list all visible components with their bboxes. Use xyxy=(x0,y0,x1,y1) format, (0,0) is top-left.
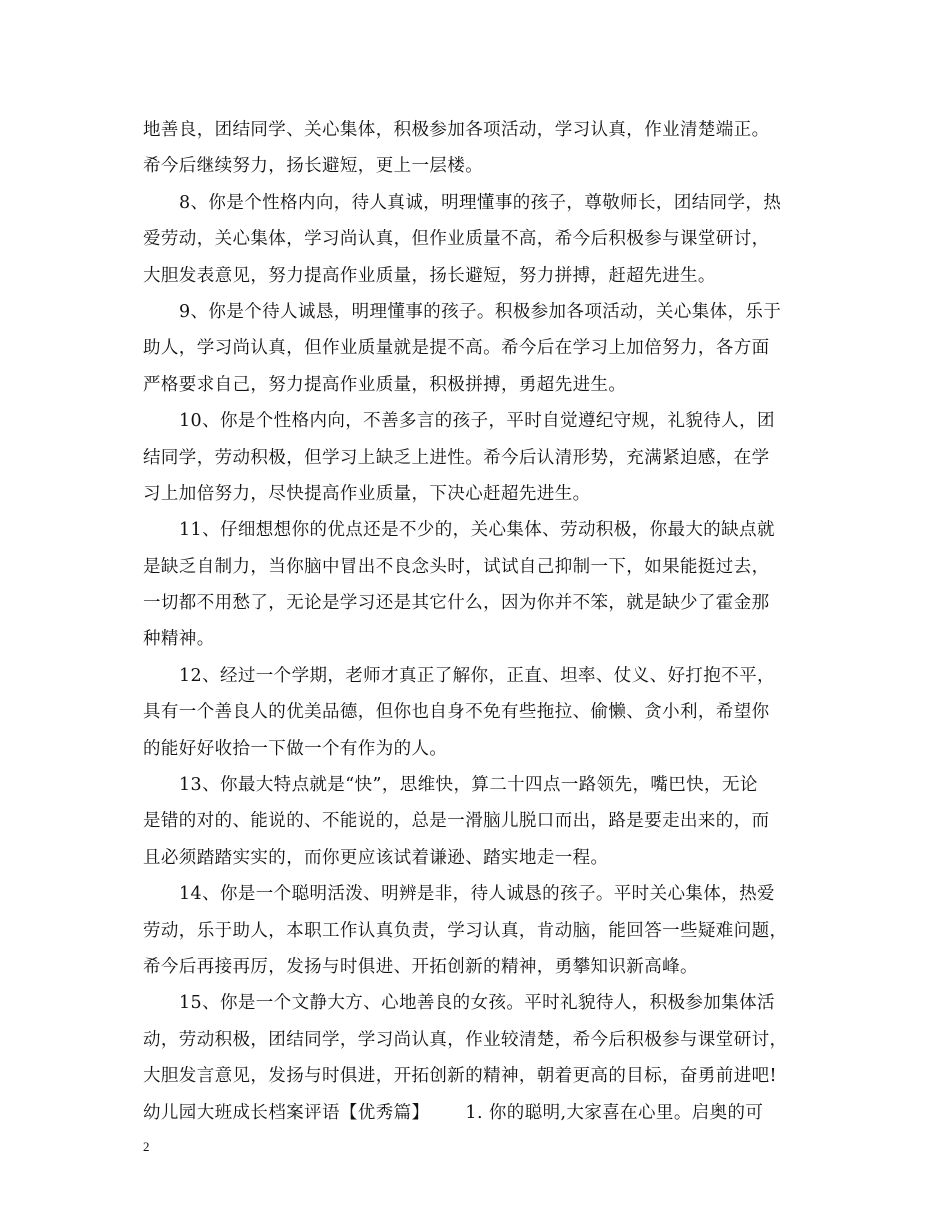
text-line: 且必须踏踏实实的，而你更应该试着谦逊、踏实地走一程。 xyxy=(143,847,609,868)
text-line: 助人，学习尚认真，但作业质量就是提不高。希今后在学习上加倍努力，各方面 xyxy=(143,338,770,359)
text-line: 10、你是个性格内向，不善多言的孩子，平时自觉遵纪守规，礼貌待人，团 xyxy=(179,411,775,432)
text-line: 14、你是一个聪明活泼、明辨是非，待人诚恳的孩子。平时关心集体，热爱 xyxy=(179,884,775,905)
text-line: 的能好好收拾一下做一个有作为的人。 xyxy=(143,738,448,759)
text-line: 结同学，劳动积极，但学习上缺乏上进性。希今后认清形势，充满紧迫感，在学 xyxy=(143,447,770,468)
text-line: 13、你最大特点就是“快”，思维快，算二十四点一路领先，嘴巴快，无论 xyxy=(179,775,758,796)
text-line: 习上加倍努力，尽快提高作业质量，下决心赶超先进生。 xyxy=(143,483,591,504)
text-line: 9、你是个待人诚恳，明理懂事的孩子。积极参加各项活动，关心集体，乐于 xyxy=(179,301,782,322)
text-line: 种精神。 xyxy=(143,629,215,650)
text-line: 动，劳动积极，团结同学，学习尚认真，作业较清楚，希今后积极参与课堂研讨， xyxy=(143,1029,788,1050)
text-line: 11、仔细想想你的优点还是不少的，关心集体、劳动积极，你最大的缺点就 xyxy=(179,520,775,541)
text-line: 地善良，团结同学、关心集体，积极参加各项活动，学习认真，作业清楚端正。 xyxy=(143,120,770,140)
text-line: 8、你是个性格内向，待人真诚，明理懂事的孩子，尊敬师长，团结同学，热 xyxy=(179,192,782,213)
text-line: 具有一个善良人的优美品德，但你也自身不免有些拖拉、偷懒、贪小利，希望你 xyxy=(143,702,770,723)
text-line: 严格要求自己，努力提高作业质量，积极拼搏，勇超先进生。 xyxy=(143,374,627,395)
text-line: 一切都不用愁了，无论是学习还是其它什么，因为你并不笨，就是缺少了霍金那 xyxy=(143,593,770,614)
text-line: 希今后再接再厉，发扬与时俱进、开拓创新的精神，勇攀知识新高峰。 xyxy=(143,956,698,977)
page-number: 2 xyxy=(143,1139,150,1154)
text-line: 爱劳动，关心集体，学习尚认真，但作业质量不高，希今后积极参与课堂研讨， xyxy=(143,229,770,250)
text-line: 是错的对的、能说的、不能说的，总是一滑脑儿脱口而出，路是要走出来的，而 xyxy=(143,811,770,832)
text-line: 大胆发表意见，努力提高作业质量，扬长避短，努力拼搏，赶超先进生。 xyxy=(143,265,716,286)
text-line: 希今后继续努力，扬长避短，更上一层楼。 xyxy=(143,156,484,177)
text-line: 15、你是一个文静大方、心地善良的女孩。平时礼貌待人，积极参加集体活 xyxy=(179,993,775,1014)
document-body xyxy=(143,112,823,1131)
text-line: 大胆发言意见，发扬与时俱进，开拓创新的精神，朝着更高的目标，奋勇前进吧! xyxy=(143,1066,777,1087)
text-line: 劳动，乐于助人，本职工作认真负责，学习认真，肯动脑，能回答一些疑难问题， xyxy=(143,920,788,941)
text-line: 是缺乏自制力，当你脑中冒出不良念头时，试试自己抑制一下，如果能挺过去， xyxy=(143,556,770,577)
section-heading-line xyxy=(143,1095,823,1131)
first-item-text: 1. 你的聪明,大家喜在心里。启奥的可 xyxy=(465,1102,764,1123)
text-line: 12、经过一个学期，老师才真正了解你，正直、坦率、仗义、好打抱不平， xyxy=(179,665,775,686)
section-title: 幼儿园大班成长档案评语【优秀篇】 xyxy=(143,1102,430,1123)
